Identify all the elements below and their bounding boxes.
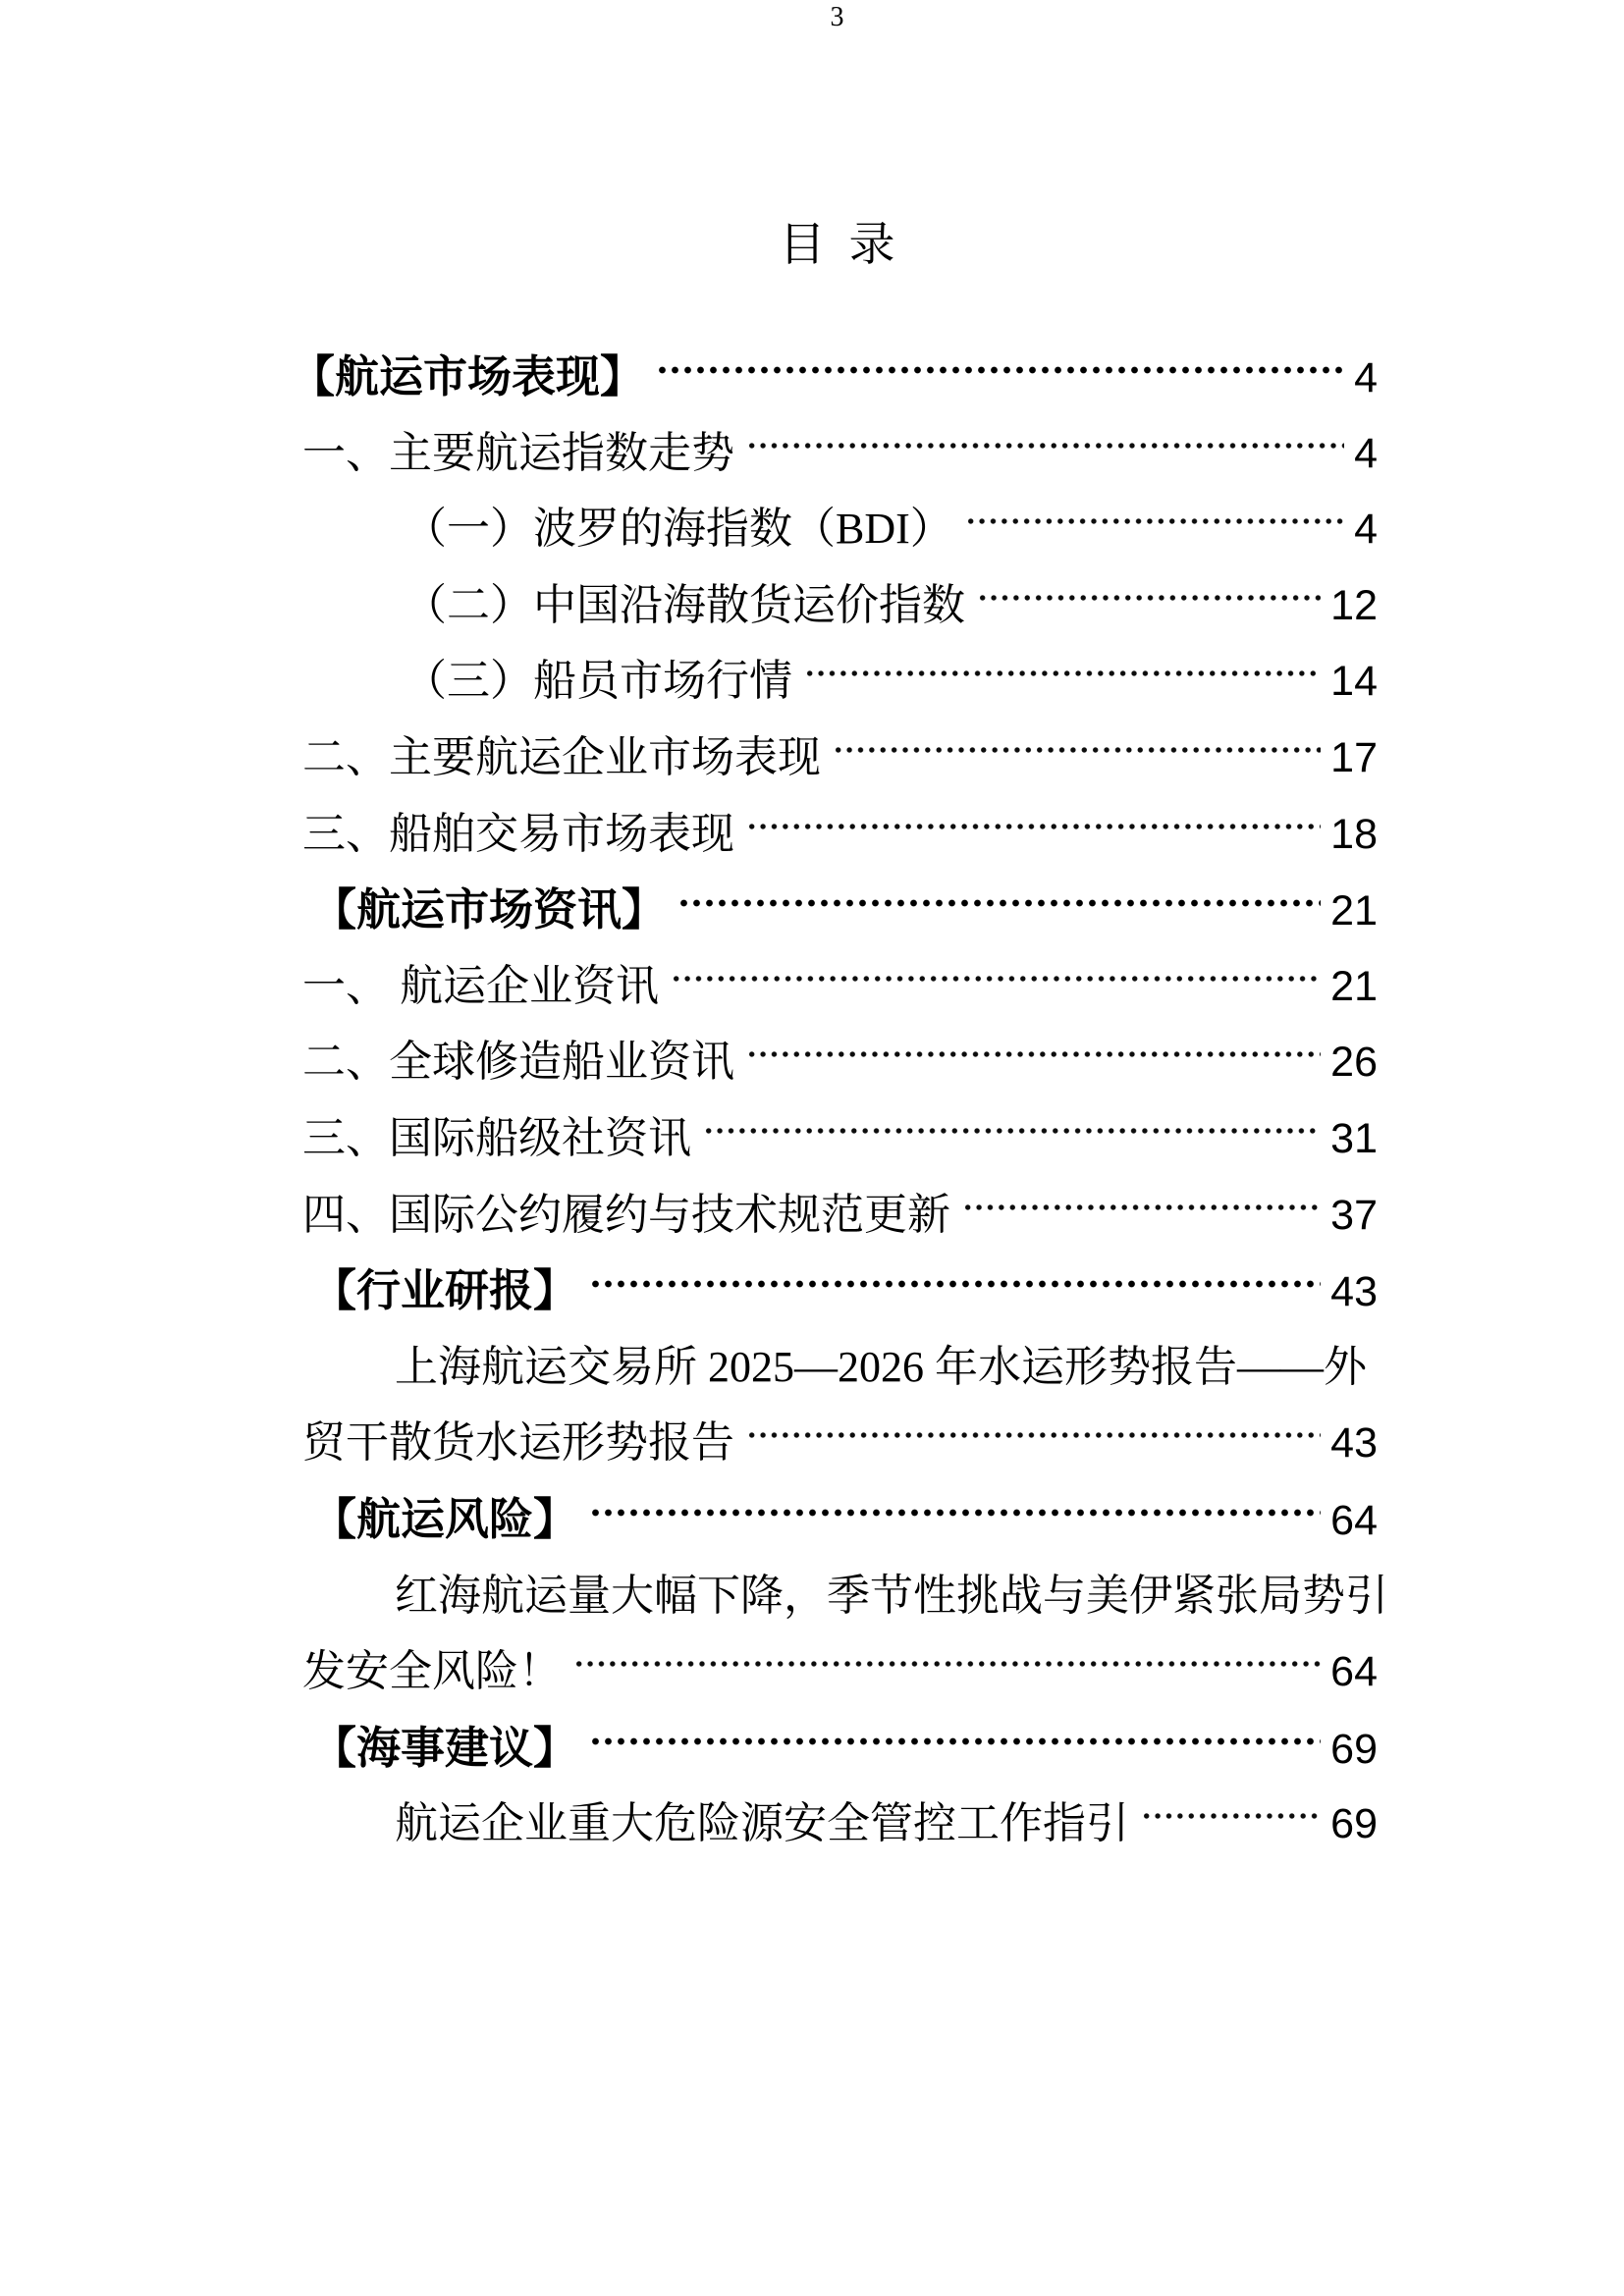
toc-page-number: 12 (1330, 581, 1378, 629)
toc-entry-text: （一）波罗的海指数（BDI） (404, 505, 953, 554)
toc-entry-text: 航运企业重大危险源安全管控工作指引 (395, 1799, 1129, 1848)
toc-entry-text: 【航运风险】 (312, 1493, 578, 1544)
toc-entry (0, 1633, 1624, 1710)
toc-page-number: 18 (1330, 810, 1378, 858)
toc-entry (0, 720, 1624, 796)
toc-page-number: 21 (1330, 887, 1378, 935)
toc-entry-text: 发安全风险！ (302, 1647, 562, 1696)
toc-entry (0, 1177, 1624, 1254)
toc-section-header (0, 1481, 1624, 1558)
toc-page-number: 31 (1330, 1114, 1378, 1162)
document-title: 目录 (779, 220, 919, 271)
toc-section-header (0, 339, 1624, 415)
toc-entry (0, 1786, 1624, 1862)
toc-entry-text: 二、全球修造船业资讯 (302, 1038, 734, 1087)
toc-entry-text: 上海航运交易所 2025—2026 年水运形势报告——外 (395, 1342, 1367, 1391)
toc-page-number: 21 (1330, 962, 1378, 1010)
toc-section-header (0, 872, 1624, 948)
toc-section-header (0, 1253, 1624, 1329)
toc-entry (0, 567, 1624, 644)
toc-entry (0, 643, 1624, 720)
toc-page-number: 4 (1354, 354, 1378, 401)
toc-page-number: 64 (1330, 1496, 1378, 1544)
toc-page-number: 43 (1330, 1419, 1378, 1468)
toc-entry-text: 【航运市场表现】 (291, 351, 645, 401)
toc-page-number: 43 (1330, 1268, 1378, 1316)
toc-entry (0, 948, 1624, 1025)
toc-entry-text: 一、主要航运指数走势 (302, 428, 734, 477)
toc-entry (0, 1405, 1624, 1481)
toc-page-number: 14 (1330, 658, 1378, 706)
toc-page-number: 4 (1354, 429, 1378, 477)
toc-entry-text: 【行业研报】 (312, 1265, 578, 1316)
header-page-number: 3 (830, 2, 844, 32)
toc-page-number: 64 (1330, 1648, 1378, 1696)
toc-entry-text: 【航运市场资讯】 (312, 884, 667, 935)
toc-page-number: 69 (1330, 1725, 1378, 1773)
toc-page-number: 4 (1354, 506, 1378, 554)
toc-entry-text: 贸干散货水运形势报告 (302, 1418, 734, 1468)
toc-entry-text: 三、船舶交易市场表现 (302, 809, 734, 858)
table-of-contents (0, 339, 1624, 1862)
toc-entry (0, 1100, 1624, 1177)
toc-page-number: 69 (1330, 1800, 1378, 1848)
toc-page-number: 17 (1330, 733, 1378, 781)
toc-entry (0, 1024, 1624, 1100)
toc-entry-text: 红海航运量大幅下降，季节性挑战与美伊紧张局势引 (395, 1571, 1388, 1620)
toc-entry-wrapped-line (0, 1558, 1624, 1634)
toc-entry-text: （三）船员市场行情 (404, 657, 792, 706)
toc-entry-text: （二）中国沿海散货运价指数 (404, 580, 965, 629)
toc-entry-text: 【海事建议】 (312, 1722, 578, 1773)
toc-entry (0, 491, 1624, 567)
toc-page-number: 37 (1330, 1191, 1378, 1239)
toc-entry (0, 415, 1624, 492)
toc-section-header (0, 1710, 1624, 1787)
toc-entry (0, 796, 1624, 873)
toc-entry-text: 四、国际公约履约与技术规范更新 (302, 1190, 950, 1239)
toc-entry-text: 一、 航运企业资讯 (302, 961, 659, 1010)
toc-entry-text: 三、国际船级社资讯 (302, 1113, 691, 1162)
toc-entry-wrapped-line (0, 1329, 1624, 1406)
toc-page-number: 26 (1330, 1039, 1378, 1087)
toc-entry-text: 二、主要航运企业市场表现 (302, 732, 821, 781)
